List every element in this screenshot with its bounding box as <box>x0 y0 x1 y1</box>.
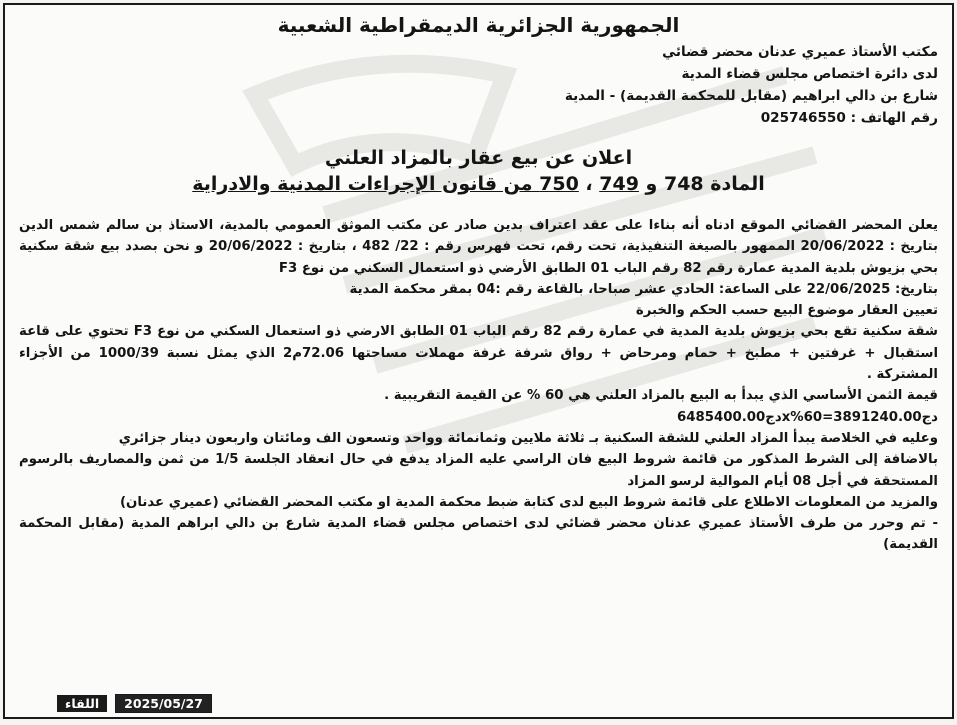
notice-heading <box>19 145 938 197</box>
paragraph-property-heading: تعيين العقار موضوع البيع حسب الحكم والخبرة <box>635 303 938 319</box>
publication-date: 2025/05/27 <box>115 694 212 713</box>
legal-articles: المادة 748 و 749 ، 750 من قانون الإجراءات المدنية والادراية <box>192 173 765 195</box>
paragraph-more-info: والمزيد من المعلومات الاطلاع على قائمة شروط البيع لدى كتابة ضبط محكمة المدية او مكتب المحضر القضائي (عميري عدنان) <box>119 494 938 510</box>
paragraph-base-price: قيمة الثمن الأساسي الذي يبدأ به البيع بالمزاد العلني هي 60 % عن القيمة التقريبية . <box>384 388 938 404</box>
office-address: شارع بن دالي ابراهيم (مقابل للمحكمة القديمة) - المدية <box>564 88 938 104</box>
paragraph-announcement: يعلن المحضر القضائي الموقع ادناه أنه بناءا على عقد اعتراف بدين صادر عن مكتب الموثق العمومي بالمدية، الاستاذ بن سالم شمس الدين بتاريخ : 20/06/2022 الممهور بالصيغة التنفيذية، تحت رقم، تحت فهرس رقم : 22/ 482 ، بتاريخ : 20/06/2022 و نحن بصدد بيع شقة سكنية بحي بزيوش بلدية المدية عمارة رقم 82 رقم الباب 01 الطابق الأرضي ذو استعمال السكني من نوع F3 <box>19 218 938 276</box>
office-jurisdiction: لدى دائرة اختصاص مجلس قضاء المدية <box>681 66 938 82</box>
paragraph-conditions: بالاضافة إلى الشرط المذكور من قائمة شروط البيع فان الراسي عليه المزاد يدفع في حال انعقاد الجلسة 1/5 من ثمن والمصاريف بالرسوم المستحقة في أجل 08 أيام الموالية لرسو المزاد <box>19 452 938 489</box>
office-name: مكتب الأستاذ عميري عدنان محضر قضائي <box>662 44 938 60</box>
notice-body <box>19 215 938 556</box>
newspaper-badge: اللقاء <box>57 695 107 712</box>
paragraph-summary: وعليه في الخلاصة يبدأ المزاد العلني للشقة السكنية بـ ثلاثة ملايين وثمانمائة وواحد وتسعون الف ومائتان واربعون دينار جزائري <box>118 430 938 446</box>
office-phone: رقم الهاتف : 025746550 <box>760 110 938 126</box>
paragraph-sale-date: بتاريخ: 22/06/2025 على الساعة: الحادي عشر صباحا، بالقاعة رقم :04 بمقر محكمة المدية <box>349 281 938 297</box>
paragraph-calculation: 6485400.00دجx%60=3891240.00دج <box>676 409 938 425</box>
publication-footer <box>57 694 212 713</box>
auction-notice <box>3 3 954 719</box>
paragraph-closing: - تم وحرر من طرف الأستاذ عميري عدنان محضر قضائي لدى اختصاص مجلس قضاء المدية شارع بن دالي ابراهم المدية (مقابل المحكمة القديمة) <box>19 516 938 553</box>
paragraph-property-description: شقة سكنية تقع بحي بزيوش بلدية المدية في عمارة رقم 82 رقم الباب 01 الطابق الارضي ذو استعمال السكني من نوع F3 تحتوي على قاعة استقبال + غرفتين + مطبخ + حمام ومرحاض + رواق شرفة غرفة مهملات مساحتها 72.06م2 الذي يمثل نسبة 1000/39 من الأجزاء المشتركة . <box>19 324 938 383</box>
republic-title: الجمهورية الجزائرية الديمقراطية الشعبية <box>277 13 680 37</box>
notice-title: اعلان عن بيع عقار بالمزاد العلني <box>324 147 633 169</box>
office-info <box>19 41 938 129</box>
